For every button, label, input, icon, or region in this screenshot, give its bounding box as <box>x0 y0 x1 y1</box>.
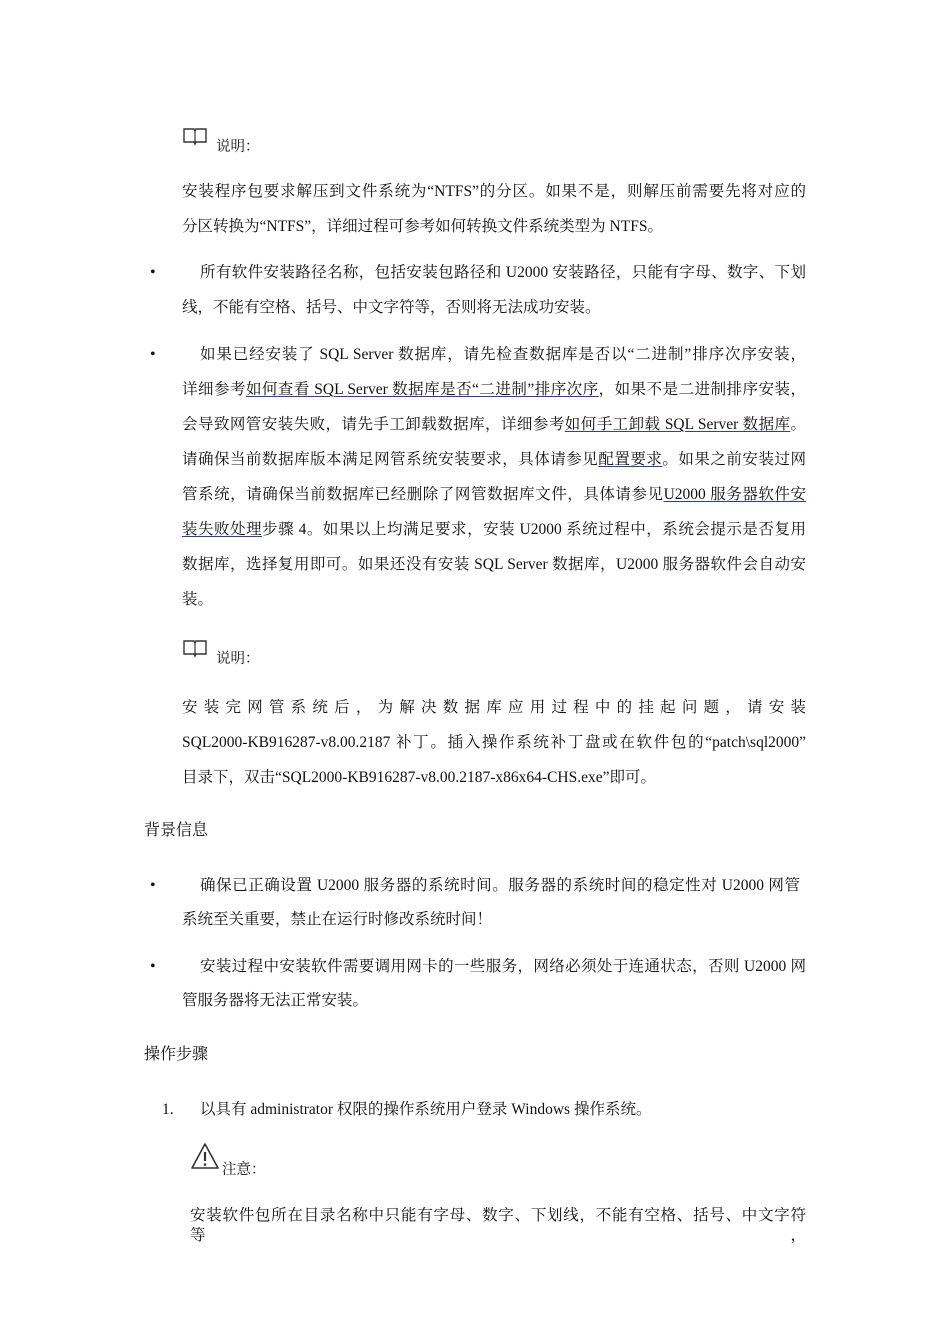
bullet-text-line: 所有软件安装路径名称，包括安装包路径和 U2000 安装路径，只能有字母、数字、下划 <box>200 264 806 281</box>
note-text-line: 安装完网管系统后，为解决数据库应用过程中的挂起问题，请安装 <box>182 699 806 716</box>
bullet-marker: • <box>150 264 156 281</box>
note-label: 说明： <box>216 139 260 155</box>
link-uninstall-sql-server[interactable]: 如何手工卸载 SQL Server 数据库 <box>564 416 791 433</box>
caution-text-line: 安装软件包所在目录名称中只能有字母、数字、下划线，不能有空格、括号、中文字符等， <box>190 1207 806 1244</box>
step-number: 1. <box>162 1101 174 1118</box>
bullet-marker: • <box>150 877 156 894</box>
bullet-text-line: 管服务器将无法正常安装。 <box>182 992 369 1009</box>
bullet-text-line: 安装过程中安装软件需要调用网卡的一些服务，网络必须处于连通状态，否则 U2000 网 <box>200 958 806 975</box>
bullet-marker: • <box>150 958 156 975</box>
link-check-binary-sort[interactable]: 如何查看 SQL Server 数据库是否“二进制”排序次序 <box>245 381 599 398</box>
bullet-text-line: 如果已经安装了 SQL Server 数据库，请先检查数据库是否以“二进制”排序次序安装， <box>200 346 806 363</box>
bullet-text-line: 系统至关重要，禁止在运行时修改系统时间！ <box>182 911 493 928</box>
bullet-text-line: 装。 <box>182 591 214 608</box>
note-text-line: 安装程序包要求解压到文件系统为“NTFS”的分区。如果不是，则解压前需要先将对应的 <box>182 183 806 200</box>
bullet-text-line: 会导致网管安装失败，请先手工卸载数据库，详细参考如何手工卸载 SQL Server 数据库。 <box>182 416 806 433</box>
link-install-failure-cont[interactable]: 装失败处理 <box>182 521 263 538</box>
section-heading-steps: 操作步骤 <box>144 1046 209 1063</box>
note-text-line: 目录下，双击“SQL2000-KB916287-v8.00.2187-x86x64-CHS.exe”即可。 <box>182 769 657 786</box>
warning-triangle-icon <box>190 1142 220 1170</box>
book-icon <box>182 638 208 658</box>
bullet-text-line: 请确保当前数据库版本满足网管系统安装要求，具体请参见配置要求。如果之前安装过网 <box>182 451 806 468</box>
bullet-text-line: 数据库，选择复用即可。如果还没有安装 SQL Server 数据库，U2000 服务器软件会自动安 <box>182 556 806 573</box>
link-install-failure[interactable]: U2000 服务器软件安 <box>663 486 806 503</box>
caution-label: 注意： <box>222 1162 266 1178</box>
step-text: 以具有 administrator 权限的操作系统用户登录 Windows 操作系统。 <box>200 1101 652 1118</box>
book-icon <box>182 126 208 146</box>
note-text-line: 分区转换为“NTFS”，详细过程可参考如何转换文件系统类型为 NTFS。 <box>182 218 663 235</box>
bullet-text-line: 线，不能有空格、括号、中文字符等，否则将无法成功安装。 <box>182 299 601 316</box>
bullet-text-line: 确保已正确设置 U2000 服务器的系统时间。服务器的系统时间的稳定性对 U2000 网管 <box>200 877 800 894</box>
note-label: 说明： <box>216 651 260 667</box>
note-text-line: SQL2000-KB916287-v8.00.2187 补丁。插入操作系统补丁盘或在软件包的“patch\sql2000” <box>182 734 806 751</box>
bullet-text-line: 管系统，请确保当前数据库已经删除了网管数据库文件，具体请参见U2000 服务器软件安 <box>182 486 806 503</box>
bullet-marker: • <box>150 346 156 363</box>
bullet-text-line: 装失败处理步骤 4。如果以上均满足要求，安装 U2000 系统过程中，系统会提示是否复用 <box>182 521 806 538</box>
bullet-text-line: 详细参考如何查看 SQL Server 数据库是否“二进制”排序次序，如果不是二进制排序安装， <box>182 381 806 398</box>
link-config-requirements[interactable]: 配置要求 <box>598 451 663 468</box>
section-heading-background: 背景信息 <box>144 822 209 839</box>
